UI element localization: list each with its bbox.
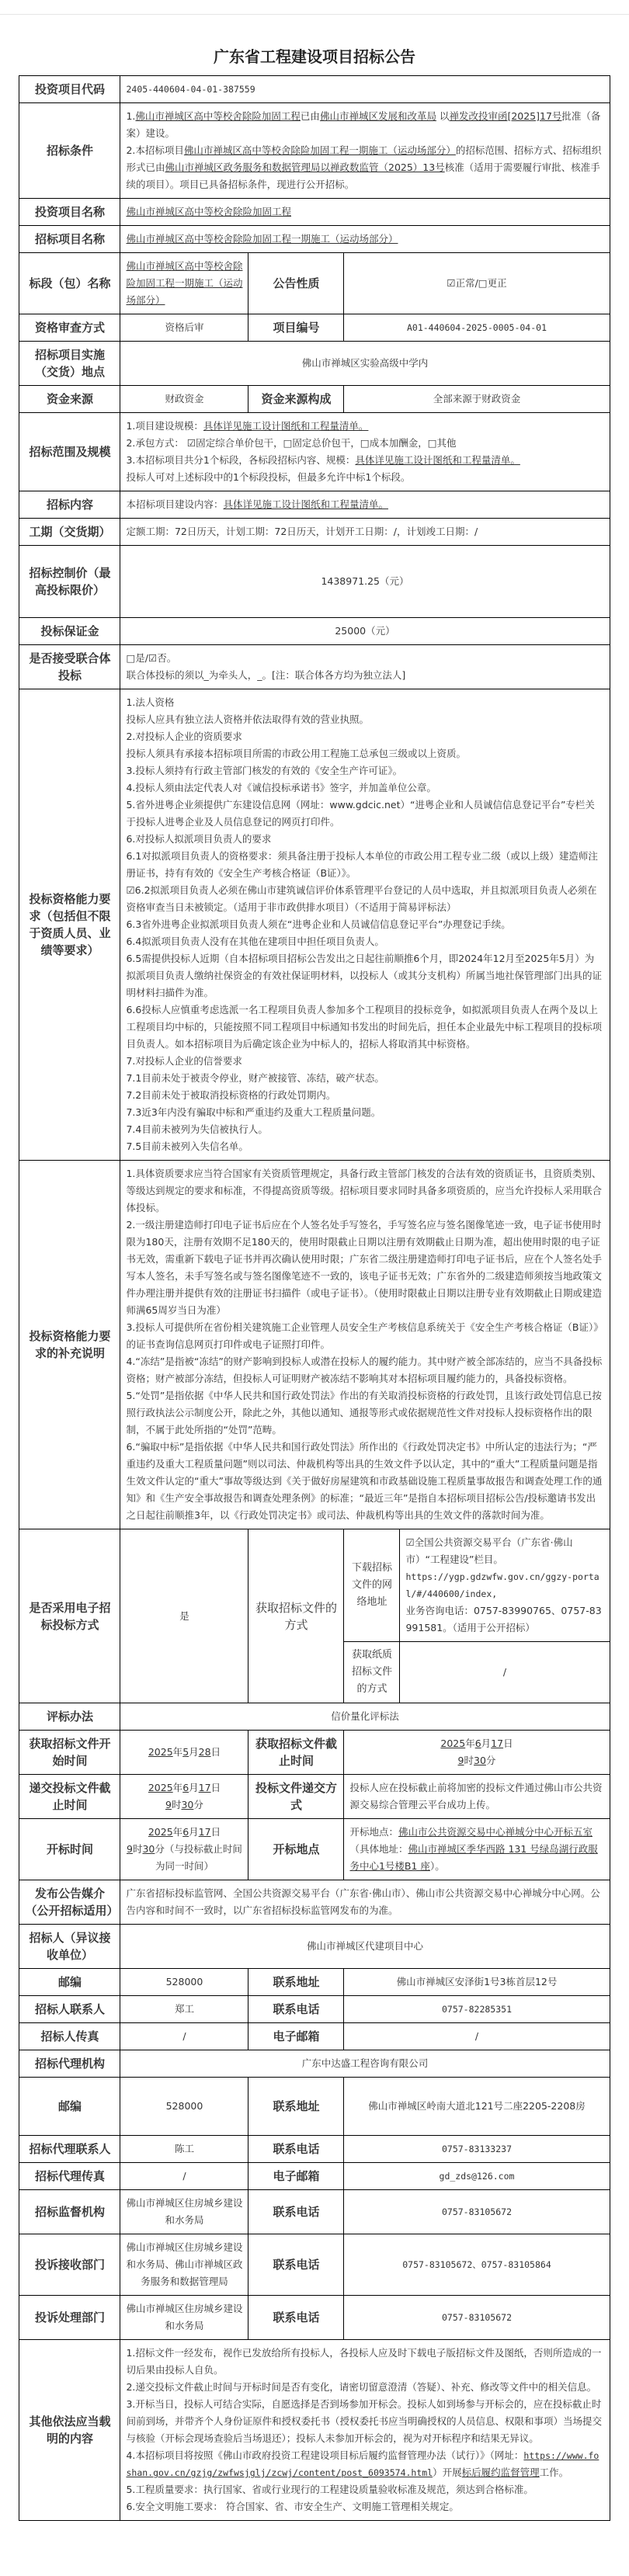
value-submit-method: 投标人应在投标截止前将加密的投标文件通过佛山市公共资源交易综合管理云平台成功上传。 [344, 1775, 610, 1819]
text: 的招标范围、招标方式、招标组织形式已由 [126, 144, 602, 173]
value-other [120, 2340, 610, 2521]
label-complaint-receive: 投诉接收部门 [19, 2234, 120, 2296]
condition-tender-project: 佛山市禅城区高中等校舍除险加固工程一期施工（运动场部分） [183, 144, 456, 156]
condition-approval-authority: 佛山市禅城区政务服务和数据管理局以禅政数监管（2025）13号 [165, 161, 445, 173]
row-media [19, 1880, 610, 1925]
label-fax: 招标人传真 [19, 2023, 120, 2050]
month: 6 [182, 1826, 189, 1838]
value-duration: 定额工期：72日历天，计划工期：72日历天，计划开工日期：/，计划竣工日期：/ [120, 519, 610, 546]
label-agency-phone: 联系电话 [248, 2136, 344, 2163]
value-electronic: 是 [120, 1529, 248, 1703]
label-phone: 联系电话 [248, 1996, 344, 2023]
row-scope [19, 413, 610, 491]
place-address: 佛山市禅城区季华西路 131 号绿岛湖行政服务中心1号楼B1 座 [349, 1843, 598, 1872]
label-project-number: 项目编号 [248, 314, 344, 342]
value-qualification [120, 689, 610, 1161]
label-agency-fax: 招标代理传真 [19, 2163, 120, 2190]
minute: 30 [474, 1755, 486, 1766]
row-review [19, 314, 610, 342]
place-name: 佛山市公共资源交易中心禅城分中心开标五室 [398, 1826, 593, 1838]
qualification-list [126, 694, 603, 1155]
minute: 30 [181, 1799, 194, 1810]
scope-line-4: 投标人可对上述标段中的1个标段投标，但最多允许中标1个标段。 [126, 471, 411, 483]
value-contact: 郑工 [120, 1996, 248, 2023]
qualification-note-line: 4.“冻结”是指被“冻结”的财产影响到投标人或潜在投标人的履约能力。其中财产被全部冻结的，应当不具备投标资格；财产被部分冻结，但投标人可证明财产被冻结不影响其对本招标项目履约能力的，具备投标资格。 [126, 1356, 603, 1384]
value-agency-phone: 0757-83133237 [344, 2136, 610, 2163]
value-media: 广东省招标投标监管网、全国公共资源交易平台（广东省·佛山市）、佛山市公共资源交易中心禅城分中心网。公告内容和时间不一致时，以广东省招标投标监管网发布的为准。 [120, 1880, 610, 1925]
value-evaluation: 信价量化评标法 [120, 1703, 610, 1731]
scope-line-2: 2.承包方式： ☑固定综合单价包干，□固定总价包干，□成本加酬金，□其他 [126, 437, 457, 449]
row-tenderer-contact [19, 1996, 610, 2023]
value-supervisor: 佛山市禅城区住房城乡建设和水务局 [120, 2190, 248, 2234]
row-qualification-notes [19, 1161, 610, 1529]
text: 2.本招标项目 [126, 144, 184, 156]
label-location: 招标项目实施（交货）地点 [19, 342, 120, 386]
qualification-line: 7.1目前未处于被责令停业，财产被接管、冻结，破产状态。 [126, 1072, 384, 1084]
label-tender-name: 招标项目名称 [19, 226, 120, 253]
other-line-4 [126, 2447, 603, 2481]
qualification-note-line: 5.“处罚”是指依据《中华人民共和国行政处罚法》作出的有关取消投标资格的行政处罚，且该行政处罚信息已按照行政执法公示制度公开，除此之外，其他以通知、通报等形式或依据规范性文件对投标人投标资格作出的限制，不属于此处所指的“处罚”范畴。 [126, 1390, 602, 1436]
value-deposit: 25000（元） [120, 618, 610, 645]
qualification-line: 7.2目前未处于被取消投标资格的行政处罚期内。 [126, 1089, 336, 1101]
value-consortium [120, 645, 610, 689]
row-control-price [19, 546, 610, 618]
label-funding: 资金来源 [19, 386, 120, 413]
value-submit-deadline: 2025年6月17日 9时30分 [120, 1775, 248, 1819]
download-url-link[interactable]: https://ygp.gdzwfw.gov.cn/ggzy-portal/#/440600/index, [405, 1571, 599, 1599]
value-opening-time: 2025年6月17日 9时30分（与投标截止时间为同一时间） [120, 1819, 248, 1880]
text: 具体详见施工设计图纸和工程量清单。 [355, 454, 520, 466]
qualification-line: ☑6.2拟派项目负责人必须在佛山市建筑诚信评价体系管理平台登记的人员中选取，并且拟派项目负责人必须在资格审查当日未被锁定。（适用于非市政供排水项目）（不适用于简易评标法） [126, 884, 597, 913]
value-conditions [120, 103, 610, 199]
row-funding [19, 386, 610, 413]
text: 1. [126, 110, 136, 122]
value-notice-nature: ☑正常/□更正 [344, 253, 610, 314]
text: 已由 [300, 110, 320, 122]
label-consortium: 是否接受联合体投标 [19, 645, 120, 689]
row-tenderer [19, 1925, 610, 1969]
label-investment-name: 投资项目名称 [19, 199, 120, 226]
value-email: / [344, 2023, 610, 2050]
value-project-code: 2405-440604-04-01-387559 [120, 76, 610, 103]
text: ）开展 [433, 2467, 462, 2478]
row-complaint-handle [19, 2296, 610, 2340]
label-media: 发布公告媒介（公开招标适用） [19, 1880, 120, 1925]
label-review: 资格审查方式 [19, 314, 120, 342]
consortium-note: 联合体投标的须以_为牵头人，_。[注：联合体各方均为独立法人] [126, 669, 406, 681]
label-funding-structure: 资金来源构成 [248, 386, 344, 413]
hour: 9 [127, 1843, 133, 1855]
value-control-price: 1438971.25（元） [120, 546, 610, 618]
text: 批准（备案）建设。 [126, 110, 601, 139]
label-opening-time: 开标时间 [19, 1819, 120, 1880]
value-complaint-receive-phone: 0757-83105672、0757-83105864 [344, 2234, 610, 2296]
row-consortium [19, 645, 610, 689]
top-bar [0, 0, 629, 15]
text: （具体地址： [349, 1843, 408, 1855]
day: 17 [198, 1782, 211, 1793]
row-supervisor [19, 2190, 610, 2234]
label-agency-email: 电子邮箱 [248, 2163, 344, 2190]
row-submit [19, 1775, 610, 1819]
row-conditions [19, 103, 610, 199]
row-agency-contact [19, 2136, 610, 2163]
value-download [400, 1529, 610, 1642]
value-tenderer: 佛山市禅城区代建项目中心 [120, 1925, 610, 1969]
qualification-line: 7.5目前未被列入失信名单。 [126, 1140, 248, 1152]
label-submit-deadline: 递交投标文件截止时间 [19, 1775, 120, 1819]
announcement-table [19, 75, 610, 2521]
value-review: 资格后审 [120, 314, 248, 342]
condition-1 [126, 108, 603, 142]
qualification-note-line: 3.投标人可提供所在省份相关建筑施工企业管理人员安全生产考核信息系统关于《安全生产考核合格证（B证）》的证书查询信息网页打印件或电子证照打印件。 [126, 1321, 603, 1350]
label-obtain-start: 获取招标文件开始时间 [19, 1731, 120, 1775]
qualification-line: 7.4目前未被列为失信被执行人。 [126, 1123, 268, 1135]
label-evaluation: 评标办法 [19, 1703, 120, 1731]
month: 5 [182, 1746, 189, 1758]
row-agency-fax [19, 2163, 610, 2190]
day: 28 [198, 1746, 211, 1758]
row-deposit [19, 618, 610, 645]
text: 具体详见施工设计图纸和工程量清单。 [203, 420, 369, 432]
label-scope: 招标范围及规模 [19, 413, 120, 491]
row-tenderer-fax [19, 2023, 610, 2050]
qualification-line: 6.5需提供投标人近期（自本招标项目招标公告发出之日起往前顺推6个月，即2024年12月至2025年5月）为拟派项目负责人缴纳社保资金的有效社保证明材料，以投标人（或其分支机构）所属当地社保管理部门出具的证明材料扫描件为准。 [126, 953, 602, 998]
label-supervisor-phone: 联系电话 [248, 2190, 344, 2234]
label-address: 联系地址 [248, 1969, 344, 1996]
other-line-3: 3.开标当日，投标人可结合实际，自愿选择是否到场参加开标会。投标人如到场参与开标会的，应在投标截止时间前到场，并带齐个人身份证原件和授权委托书（授权委托书应当明确授权的人员信息、权限和事项）当场提交与核验（开标会现场查验后当场退还）；投标人未参加开标会的，视为对开标程序和结果无异议。 [126, 2398, 602, 2444]
row-evaluation [19, 1703, 610, 1731]
text: 3.本招标项目共分1个标段，各标段招标内容、规模： [126, 454, 356, 466]
value-agency-contact: 陈工 [120, 2136, 248, 2163]
value-paper-method: / [400, 1642, 610, 1703]
qualification-note-line: 6.“骗取中标”是指依据《中华人民共和国行政处罚法》所作出的《行政处罚决定书》中所认定的违法行为；“严重违约及重大工程质量问题”则以司法、仲裁机构等出具的生效文件予以认定，其中的“重大”工程质量问题是指生效文件认定的“重大”事故等级达到《关于做好房屋建筑和市政基础设施工程质量事故报告和调查处理工作的通知》和《生产安全事故报告和调查处理条例》的标准；“最近三年”是指自本招标项目招标公告/投标邀请书发出之日起往前顺推3年，以《行政处罚决定书》或司法、仲裁机构等出具的生效文件的落款时间为准。 [126, 1441, 603, 1521]
qualification-line: 5.省外进粤企业须提供广东建设信息网（网址：www.gdcic.net）“进粤企业和人员诚信信息登记平台”专栏关于投标人进粤企业及人员信息登记的网页打印件。 [126, 799, 595, 828]
text: 标后履约监督管理 [461, 2467, 540, 2478]
day: 17 [491, 1738, 504, 1749]
qualification-line: 4.投标人须由法定代表人对《诚信投标承诺书》签字，并加盖单位公章。 [126, 782, 436, 793]
value-scope [120, 413, 610, 491]
value-phone: 0757-82285351 [344, 1996, 610, 2023]
download-platform: ☑全国公共资源交易平台（广东省·佛山市）“工程建设”栏目。 [405, 1536, 573, 1565]
row-qualification [19, 689, 610, 1161]
label-complaint-receive-phone: 联系电话 [248, 2234, 344, 2296]
hour: 9 [165, 1799, 172, 1810]
label-section: 标段（包）名称 [19, 253, 120, 314]
label-agency-contact: 招标代理联系人 [19, 2136, 120, 2163]
condition-2 [126, 142, 603, 193]
value-agency-address: 佛山市禅城区岭南大道北121号二座2205-2208房 [344, 2078, 610, 2136]
value-agency-postcode: 528000 [120, 2078, 248, 2136]
qualification-line: 6.6投标人应慎重考虑选派一名工程项目负责人参加多个工程项目的投标竞争，如拟派项目负责人在两个及以上工程项目均中标的，只能按照不同工程项目中标通知书发出的时间先后，担任本企业最先中标工程项目的投标项目负责人。如本招标项目为后确定该企业为中标人的，招标人将取消其中标资格。 [126, 1004, 602, 1050]
condition-authority: 佛山市禅城区发展和改革局 [319, 110, 436, 122]
qualification-line: 投标人须具有承接本招标项目所需的市政公用工程施工总承包三级或以上资质。 [126, 748, 466, 759]
row-section [19, 253, 610, 314]
label-obtain-end: 获取招标文件截止时间 [248, 1731, 344, 1775]
other-line-6: 6.安全文明施工要求： 符合国家、省、市安全生产、文明施工管理相关规定。 [126, 2501, 459, 2512]
row-complaint-receive [19, 2234, 610, 2296]
text: 以 [436, 110, 450, 122]
value-opening-place [344, 1819, 610, 1880]
row-location [19, 342, 610, 386]
page-footer-space [0, 2521, 629, 2575]
text: 开标地点： [349, 1826, 398, 1838]
label-agency-postcode: 邮编 [19, 2078, 120, 2136]
value-content [120, 491, 610, 519]
label-conditions: 招标条件 [19, 103, 120, 199]
year: 2025 [440, 1738, 466, 1749]
page-title: 广东省工程建设项目招标公告 [214, 47, 415, 66]
qualification-line: 6.1对拟派项目负责人的资格要求：须具备注册于投标人本单位的市政公用工程专业二级（或以上级）建造师注册证书，持有有效的《安全生产考核合格证（B证）》。 [126, 850, 598, 879]
label-electronic: 是否采用电子招标投标方式 [19, 1529, 120, 1703]
label-complaint-handle-phone: 联系电话 [248, 2296, 344, 2340]
consortium-choice: □是/☑否。 [126, 652, 177, 664]
text: 具体详见施工设计图纸和工程量清单。 [223, 498, 388, 510]
value-agency-fax: / [120, 2163, 248, 2190]
value-obtain-start: 2025年5月28日 [120, 1731, 248, 1775]
label-opening-place: 开标地点 [248, 1819, 344, 1880]
day: 17 [198, 1826, 211, 1838]
qualification-line: 7.对投标人企业的信誉要求 [126, 1055, 242, 1067]
qualification-line: 投标人应具有独立法人资格并依法取得有效的营业执照。 [126, 713, 369, 725]
label-obtain-method: 获取招标文件的方式 [248, 1529, 344, 1703]
qualification-line: 6.4拟派项目负责人没有在其他在建项目中担任项目负责人。 [126, 936, 384, 947]
row-obtain-time [19, 1731, 610, 1775]
row-project-code [19, 76, 610, 103]
text: 工作。 [539, 2467, 569, 2478]
label-content: 招标内容 [19, 491, 120, 519]
label-deposit: 投标保证金 [19, 618, 120, 645]
month: 6 [182, 1782, 189, 1793]
value-complaint-handle-phone: 0757-83105672 [344, 2296, 610, 2340]
row-tender-name [19, 226, 610, 253]
year: 2025 [148, 1826, 173, 1838]
qualification-notes-list [126, 1165, 603, 1524]
regulation-link[interactable]: https://www.foshan.gov.cn/gzjg/zwfwsjglj/zcwj/content/post_6093574.html [126, 2450, 599, 2478]
label-qualification: 投标资格能力要求（包括但不限于资质人员、业绩等要求） [19, 689, 120, 1161]
value-funding: 财政资金 [120, 386, 248, 413]
row-opening [19, 1819, 610, 1880]
other-line-5: 5.工程质量要求：执行国家、省或行业现行的工程建设质量验收标准及规范，须达到合格标准。 [126, 2484, 533, 2495]
row-investment-name [19, 199, 610, 226]
qualification-note-line: 2.一级注册建造师打印电子证书后应在个人签名处手写签名，手写签名应与签名图像笔迹一致，电子证书使用时限为180天，注册有效期不足180天的，使用时限截止日期以注册有效期截止日期为准，超出使用时限的电子证书无效，需重新下载电子证书并再次确认使用时限；广东省二级注册建造师打印电子证书后，应在个人签名处手写本人签名，未手写签名或与签名图像笔迹不一致的，该电子证书无效；广东省外的二级建造师须按当地政策文件办理注册并提供有效的注册证书扫描件（或电子证书）。（使用时限截止日期以注册专业有效期截止日期或建造师满65周岁当日为准） [126, 1219, 602, 1316]
qualification-line: 3.投标人须持有行政主管部门核发的有效的《安全生产许可证》。 [126, 765, 403, 776]
value-supervisor-phone: 0757-83105672 [344, 2190, 610, 2234]
year: 2025 [148, 1782, 173, 1793]
text: 4.本招标项目将按照《佛山市政府投资工程建设项目标后履约监督管理办法（试行）》（网址： [126, 2449, 524, 2461]
qualification-line: 2.对投标人企业的资质要求 [126, 731, 242, 742]
condition-project-link: 佛山市禅城区高中等校舍除险加固工程 [135, 110, 301, 122]
value-funding-structure: 全部来源于财政资金 [344, 386, 610, 413]
label-email: 电子邮箱 [248, 2023, 344, 2050]
row-content [19, 491, 610, 519]
text: 核准（适用于需要履行审批、核准手续的项目）。项目已具备招标条件，现进行公开招标。 [126, 161, 600, 190]
label-project-code: 投资项目代码 [19, 76, 120, 103]
text: 本招标项目建设内容： [126, 498, 224, 510]
value-complaint-receive: 佛山市禅城区住房城乡建设和水务局、佛山市禅城区政务服务和数据管理局 [120, 2234, 248, 2296]
label-tenderer: 招标人（异议接收单位） [19, 1925, 120, 1969]
qualification-note-line: 1.具体资质要求应当符合国家有关资质管理规定，具备行政主管部门核发的合法有效的资质证书，且资质类别、等级达到规定的要求和标准，不得提高资质等级。招标项目要求同时具备多项资质的，应当允许投标人采用联合体投标。 [126, 1168, 602, 1213]
value-agency-email: gd_zds@126.com [344, 2163, 610, 2190]
hour: 9 [457, 1755, 464, 1766]
value-investment-name: 佛山市禅城区高中等校舍除险加固工程 [120, 199, 610, 226]
value-address: 佛山市禅城区安泽街1号3栋首层12号 [344, 1969, 610, 1996]
label-submit-method: 投标文件递交方式 [248, 1775, 344, 1819]
label-supervisor: 招标监督机构 [19, 2190, 120, 2234]
value-qualification-notes [120, 1161, 610, 1529]
label-agency: 招标代理机构 [19, 2050, 120, 2078]
scope-line-1 [126, 418, 603, 435]
other-line-2: 2.递交投标文件截止时间与开标时间是否有变化，请密切留意澄清（答疑）、补充、修改等文件中的相关信息。 [126, 2381, 597, 2393]
row-duration [19, 519, 610, 546]
label-contact: 招标人联系人 [19, 1996, 120, 2023]
row-agency [19, 2050, 610, 2078]
qualification-line: 6.3省外进粤企业拟派项目负责人须在“进粤企业和人员诚信信息登记平台”办理登记手续。 [126, 918, 511, 930]
label-control-price: 招标控制价（最高投标限价） [19, 546, 120, 618]
label-paper-method: 获取纸质招标文件的方式 [344, 1642, 400, 1703]
label-agency-address: 联系地址 [248, 2078, 344, 2136]
value-tender-name: 佛山市禅城区高中等校舍除险加固工程一期施工（运动场部分） [120, 226, 610, 253]
label-download-url: 下载招标文件的网络地址 [344, 1529, 400, 1642]
label-qualification-notes: 投标资格能力要求的补充说明 [19, 1161, 120, 1529]
value-complaint-handle: 佛山市禅城区住房城乡建设和水务局 [120, 2296, 248, 2340]
text: 1.项目建设规模： [126, 420, 203, 432]
month: 6 [474, 1738, 481, 1749]
qualification-line: 7.3近3年内没有骗取中标和严重违约及重大工程质量问题。 [126, 1106, 381, 1118]
value-location: 佛山市禅城区实验高级中学内 [120, 342, 610, 386]
row-other [19, 2340, 610, 2521]
label-other: 其他依法应当载明的内容 [19, 2340, 120, 2521]
qualification-line: 6.对投标人拟派项目负责人的要求 [126, 833, 272, 845]
opening-note: （与投标截止时间为同一时间） [155, 1843, 242, 1872]
download-phone: 业务咨询电话：0757-83990765、0757-83991581。（适用于公开招标） [405, 1605, 602, 1633]
label-notice-nature: 公告性质 [248, 253, 344, 314]
value-fax: / [120, 2023, 248, 2050]
row-agency-post [19, 2078, 610, 2136]
label-complaint-handle: 投诉处理部门 [19, 2296, 120, 2340]
value-agency: 广东中达盛工程咨询有限公司 [120, 2050, 610, 2078]
value-obtain-end: 2025年6月17日 9时30分 [344, 1731, 610, 1775]
value-section: 佛山市禅城区高中等校舍除险加固工程一期施工（运动场部分） [120, 253, 248, 314]
year: 2025 [148, 1746, 173, 1758]
label-duration: 工期（交货期） [19, 519, 120, 546]
label-postcode: 邮编 [19, 1969, 120, 1996]
value-project-number: A01-440604-2025-0005-04-01 [344, 314, 610, 342]
condition-doc: 禅发改投审函[2025]17号 [449, 110, 562, 122]
text: ）。 [429, 1860, 445, 1872]
minute: 30 [142, 1843, 155, 1855]
other-line-1: 1.招标文件一经发布，视作已发放给所有投标人，各投标人应及时下载电子版招标文件及图纸，否则所造成的一切后果由投标人自负。 [126, 2347, 602, 2376]
row-electronic [19, 1529, 610, 1642]
value-postcode: 528000 [120, 1969, 248, 1996]
row-tenderer-post [19, 1969, 610, 1996]
scope-line-3 [126, 452, 603, 469]
qualification-line: 1.法人资格 [126, 696, 175, 708]
